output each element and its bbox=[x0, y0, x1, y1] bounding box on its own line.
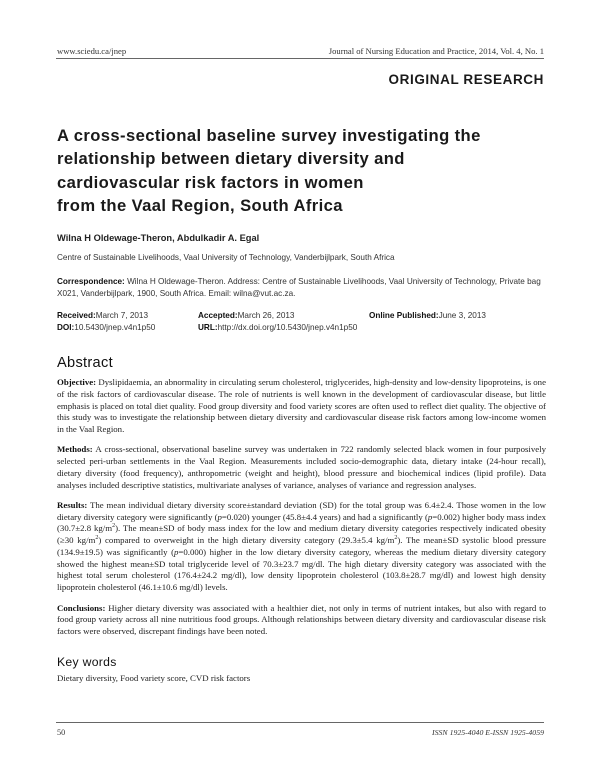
abstract-conclusions bbox=[57, 603, 546, 638]
results-text: The mean individual dietary diversity score±standard deviation (SD) for the total group was 6.4±2.4. Those women in the low dietary diversity category were significantly ( bbox=[57, 499, 546, 522]
published-date: June 3, 2013 bbox=[438, 311, 486, 320]
page-number: 50 bbox=[57, 728, 66, 737]
publication-dates bbox=[57, 311, 547, 334]
objective-label: Objective: bbox=[57, 377, 97, 387]
affiliation: Centre of Sustainable Livelihoods, Vaal University of Technology, Vanderbijlpark, South Africa bbox=[57, 253, 395, 262]
title-line: from the Vaal Region, South Africa bbox=[57, 196, 343, 216]
superscript: 2 bbox=[112, 523, 116, 530]
doi-value[interactable]: 10.5430/jnep.v4n1p50 bbox=[74, 322, 156, 332]
journal-citation: Journal of Nursing Education and Practice, 2014, Vol. 4, No. 1 bbox=[328, 46, 544, 56]
results-text: ). The mean±SD of body mass index for the low and medium dietary diversity categories respectively indicated obesity (≥30 kg/m bbox=[57, 523, 546, 546]
identifiers-row bbox=[57, 323, 547, 335]
p-symbol: p bbox=[174, 546, 179, 557]
conclusions-label: Conclusions: bbox=[57, 602, 106, 613]
abstract-heading: Abstract bbox=[57, 355, 113, 371]
correspondence-label: Correspondence: bbox=[57, 277, 125, 286]
superscript: 2 bbox=[95, 535, 99, 542]
results-text: =0.020) younger (45.8±4.4 years) and had a significantly ( bbox=[221, 511, 428, 522]
accepted-label: Accepted: bbox=[198, 311, 238, 320]
objective-text: Dyslipidaemia, an abnormality in circulating serum cholesterol, triglycerides, high-density and low-density lipoproteins, is one of the risk factors of cardiovascular disease. The role of nutrients is well known in the development of cardiovascular disease, but little emphasis is placed on total diet quality. Food group diversity and food variety scores are often used to reflect diet quality. The objective of this study was to investigate the relationship between dietary diversity and cardiovascular disease risk factors among low-income women in the Vaal Region. bbox=[57, 377, 546, 434]
results-text: ) compared to overweight in the high dietary diversity category (29.3±5.4 kg/m bbox=[98, 535, 395, 546]
article-title bbox=[57, 124, 557, 218]
journal-url[interactable]: www.sciedu.ca/jnep bbox=[57, 46, 127, 56]
conclusions-text: Higher dietary diversity was associated with a healthier diet, not only in terms of nutrient intakes, but also with regard to food group variety across all nine nutritious food groups. Although relationships between dietary diversity and cardiovascular disease risk factors were observed, discrepant findings have been noted. bbox=[57, 602, 546, 637]
methods-label: Methods: bbox=[57, 444, 93, 455]
results-text: =0.002) higher body mass index (30.7±2.8 kg/m bbox=[57, 511, 546, 534]
doi-label: DOI: bbox=[57, 322, 75, 332]
accepted-date: March 26, 2013 bbox=[237, 311, 295, 320]
title-line: cardiovascular risk factors in women bbox=[57, 172, 364, 192]
issn: ISSN 1925-4040 E-ISSN 1925-4059 bbox=[432, 728, 544, 737]
title-line: A cross-sectional baseline survey investigating the bbox=[57, 126, 481, 145]
correspondence bbox=[57, 276, 547, 299]
results-text: ). The mean±SD systolic blood pressure (134.9±19.5) was significantly ( bbox=[57, 535, 546, 557]
correspondence-text: Wilna H Oldewage-Theron. Address: Centre of Sustainable Livelihoods, Vaal University of Technology, Private bag X021, Vanderbijlpark, 1900, South Africa. Email: wilna@vut.ac.za. bbox=[57, 277, 541, 298]
received-date: March 7, 2013 bbox=[95, 311, 149, 320]
superscript: 2 bbox=[394, 535, 398, 542]
p-symbol: p bbox=[217, 511, 222, 522]
author-list: Wilna H Oldewage-Theron, Abdulkadir A. Egal bbox=[57, 233, 260, 243]
dates-row bbox=[57, 311, 547, 323]
abstract-results bbox=[57, 500, 546, 594]
footer-divider bbox=[56, 722, 544, 723]
results-text: =0.000) higher in the low dietary diversity category, whereas the medium dietary diversity category showed the highest mean±SD total triglyceride level of 70.3±23.7 mg/dl. The high dietary diversity category was associated with the highest total serum cholesterol (176.4±24.2 mg/dl), low density lipoprotein cholesterol (103.8±28.7 mg/dl) and lowest high density lipoprotein cholesterol (46.1±10.6 mg/dl) levels. bbox=[57, 546, 546, 593]
p-symbol: p bbox=[427, 511, 433, 522]
section-label: ORIGINAL RESEARCH bbox=[388, 72, 544, 87]
methods-text: A cross-sectional, observational baseline survey was undertaken in 722 randomly selected black women in four purposively selected peri-urban settlements in the Vaal Region. Measurements included socio-demographic data, dietary intake (24-hour recall), dietary diversity (food frequency), anthropometric (weight and height), blood pressure and biochemical indices (lipid profile). Data analyses included descriptive statistics, multivariate analyses of variance, analyses of variance and regression analyses. bbox=[57, 444, 546, 490]
keywords-heading: Key words bbox=[57, 655, 117, 669]
title-line: relationship between dietary diversity and bbox=[57, 149, 405, 169]
abstract-objective bbox=[57, 377, 546, 436]
abstract-methods bbox=[57, 444, 546, 491]
url-label: URL: bbox=[198, 322, 218, 332]
received-label: Received: bbox=[57, 311, 96, 320]
abstract-body bbox=[57, 377, 546, 646]
keywords-text: Dietary diversity, Food variety score, CVD risk factors bbox=[57, 673, 251, 683]
published-label: Online Published: bbox=[369, 311, 439, 320]
header-divider bbox=[56, 58, 544, 59]
results-label: Results: bbox=[57, 499, 88, 510]
doi-url-link[interactable]: http://dx.doi.org/10.5430/jnep.v4n1p50 bbox=[217, 322, 358, 332]
